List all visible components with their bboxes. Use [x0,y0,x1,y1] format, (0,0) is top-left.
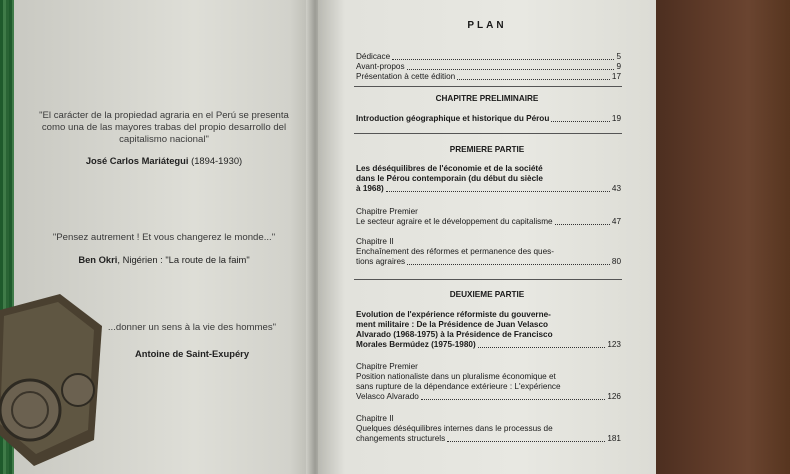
toc-chapter [356,207,621,227]
chapitre-preliminaire-heading: CHAPITRE PRELIMINAIRE [435,94,539,103]
dot-leader [457,72,610,80]
toc-label: Présentation à cette édition [356,72,456,81]
toc-line: tions agraires [356,257,406,266]
wooden-table [650,0,790,474]
toc-line: Quelques déséquilibres internes dans le processus de [356,424,553,433]
dot-leader [478,340,606,348]
chapter-label: Chapitre II [356,414,394,423]
dot-leader [407,62,615,70]
toc-label: Dédicace [356,52,391,61]
toc-page: 5 [616,52,621,61]
dot-leader [421,392,606,400]
author-source: , Nigérien : "La route de la faim" [117,254,250,265]
toc-line: Le secteur agraire et le développement du capitalisme [356,217,553,226]
quote-saint-exupery: ...donner un sens à la vie des hommes" [107,322,277,333]
author-name: Ben Okri [78,254,118,265]
toc-page: 181 [607,434,621,443]
author-name: Antoine de Saint-Exupéry [134,348,250,359]
toc-line: Les déséquilibres de l'économie et de la société [356,164,543,173]
quote-line: capitalismo nacional" [119,134,209,145]
dot-leader [386,184,610,192]
premiere-partie-heading: PREMIERE PARTIE [449,145,525,154]
right-page [318,0,656,474]
toc-entry [356,62,621,72]
toc-page: 43 [611,184,621,193]
divider [354,86,622,87]
toc-line: Enchaînement des réformes et permanence des ques- [356,247,554,256]
toc-line: Position nationaliste dans un pluralisme économique et [356,372,556,381]
toc-chapter [356,362,621,402]
toc-line: à 1968) [356,184,384,193]
toc-page: 47 [611,217,621,226]
toc-page: 126 [607,392,621,401]
toc-line: Alvarado (1968-1975) à la Présidence de Francisco [356,330,553,339]
toc-entry [356,114,621,124]
deuxieme-partie-heading: DEUXIEME PARTIE [449,290,525,299]
chapter-label: Chapitre Premier [356,362,418,371]
wooden-stamp [0,290,110,474]
toc-entry [356,72,621,82]
toc-entry [356,52,621,62]
quote-okri: "Pensez autrement ! Et vous changerez le monde..." [52,232,276,243]
toc-page: 123 [607,340,621,349]
toc-line: Evolution de l'expérience réformiste du gouverne- [356,310,551,319]
toc-chapter [356,414,621,444]
author-okri [14,254,314,265]
quote-line: como una de las mayores trabas del propio desarrollo del [41,122,287,133]
chapter-label: Chapitre Premier [356,207,418,216]
divider [354,133,622,134]
dot-leader [392,52,614,60]
dot-leader [551,114,610,122]
dot-leader [407,257,610,265]
divider [354,279,622,280]
toc-line: sans rupture de la dépendance extérieure : L'expérience [356,382,561,391]
toc-label: Avant-propos [356,62,405,71]
toc-page: 17 [611,72,621,81]
dot-leader [555,217,610,225]
chapter-label: Chapitre II [356,237,394,246]
toc-label: Introduction géographique et historique du Pérou [356,114,550,123]
toc-line: ment militaire : De la Présidence de Juan Velasco [356,320,549,329]
plan-title: PLAN [467,20,507,31]
quote-mariategui [14,110,314,146]
toc-part-intro [356,310,621,350]
toc-chapter [356,237,621,267]
toc-part-intro [356,164,621,194]
toc-line: changements structurels [356,434,446,443]
toc-page: 80 [611,257,621,266]
toc-line: Morales Bermúdez (1975-1980) [356,340,476,349]
author-dates: (1894-1930) [188,155,243,166]
dot-leader [447,434,605,442]
toc-line: dans le Pérou contemporain (du début du siècle [356,174,543,183]
author-name: José Carlos Mariátegui [85,155,189,166]
toc-page: 9 [616,62,621,71]
toc-page: 19 [611,114,621,123]
quote-line: "El carácter de la propiedad agraria en el Perú se presenta [39,110,289,121]
toc-line: Velasco Alvarado [356,392,419,401]
author-mariategui [14,155,314,166]
